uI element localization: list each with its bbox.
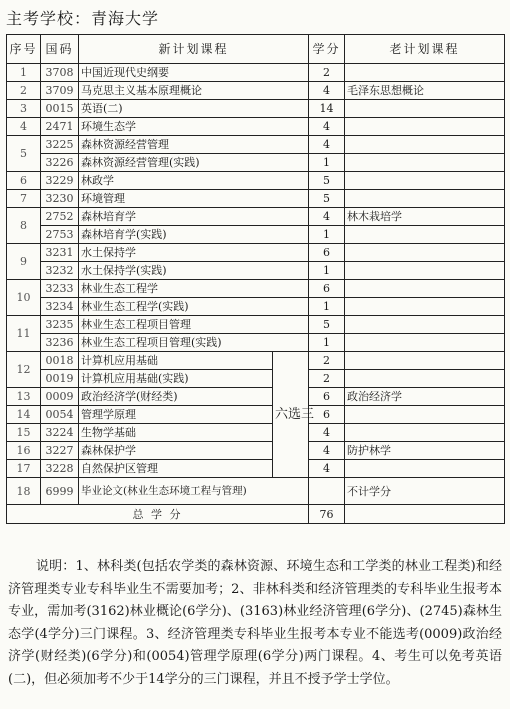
table-row <box>7 190 505 208</box>
school-title: 主考学校：青海大学 <box>6 9 160 28</box>
table-header-row <box>7 35 505 64</box>
row-credit: 6 <box>309 244 345 262</box>
header-credit: 学分 <box>309 35 345 64</box>
row-old-course: 政治经济学 <box>345 388 505 406</box>
total-credit: 76 <box>309 505 345 524</box>
row-course: 林业生态工程项目管理 <box>79 316 309 334</box>
row-old-course <box>345 136 505 154</box>
header-new-course: 新计划课程 <box>79 35 309 64</box>
row-no: 10 <box>7 280 41 316</box>
row-old-course: 毛泽东思想概论 <box>345 82 505 100</box>
row-old-course <box>345 316 505 334</box>
row-no: 6 <box>7 172 41 190</box>
row-course: 政治经济学(财经类) <box>79 388 273 406</box>
row-credit: 6 <box>309 388 345 406</box>
row-credit: 2 <box>309 352 345 370</box>
table-row <box>7 478 505 505</box>
table-row <box>7 118 505 136</box>
row-no: 17 <box>7 460 41 478</box>
header-old-course: 老计划课程 <box>345 35 505 64</box>
row-course: 马克思主义基本原理概论 <box>79 82 309 100</box>
row-old-course: 不计学分 <box>345 478 505 505</box>
row-credit: 1 <box>309 334 345 352</box>
row-code: 3235 <box>41 316 79 334</box>
row-credit: 1 <box>309 154 345 172</box>
row-code: 2753 <box>41 226 79 244</box>
row-course: 中国近现代史纲要 <box>79 64 309 82</box>
row-course: 毕业论文(林业生态环境工程与管理) <box>79 478 309 505</box>
row-credit: 2 <box>309 370 345 388</box>
row-no: 18 <box>7 478 41 505</box>
row-code: 0054 <box>41 406 79 424</box>
row-code: 3233 <box>41 280 79 298</box>
row-no: 13 <box>7 388 41 406</box>
row-old-course <box>345 190 505 208</box>
table-row <box>7 370 505 388</box>
course-plan-table <box>6 34 505 524</box>
row-code: 3228 <box>41 460 79 478</box>
row-no: 15 <box>7 424 41 442</box>
row-code: 3708 <box>41 64 79 82</box>
row-course: 自然保护区管理 <box>79 460 273 478</box>
table-row <box>7 460 505 478</box>
row-old-course: 防护林学 <box>345 442 505 460</box>
row-old-course <box>345 262 505 280</box>
row-code: 3226 <box>41 154 79 172</box>
row-credit: 4 <box>309 82 345 100</box>
row-old-course <box>345 370 505 388</box>
row-credit: 6 <box>309 280 345 298</box>
row-course: 水土保持学 <box>79 244 309 262</box>
row-old-course <box>345 154 505 172</box>
row-old-course <box>345 64 505 82</box>
row-course: 森林资源经营管理(实践) <box>79 154 309 172</box>
row-old-course <box>345 460 505 478</box>
table-row <box>7 316 505 334</box>
row-course: 环境生态学 <box>79 118 309 136</box>
row-course: 环境管理 <box>79 190 309 208</box>
row-no: 11 <box>7 316 41 352</box>
row-code: 0009 <box>41 388 79 406</box>
header-no: 序号 <box>7 35 41 64</box>
row-code: 2752 <box>41 208 79 226</box>
row-credit: 4 <box>309 424 345 442</box>
row-credit: 1 <box>309 262 345 280</box>
row-credit: 6 <box>309 406 345 424</box>
row-code: 3232 <box>41 262 79 280</box>
row-old-course <box>345 406 505 424</box>
row-no: 4 <box>7 118 41 136</box>
row-old-course <box>345 424 505 442</box>
row-course: 管理学原理 <box>79 406 273 424</box>
table-row <box>7 298 505 316</box>
row-credit: 5 <box>309 172 345 190</box>
row-old-course <box>345 334 505 352</box>
row-course: 林业生态工程学 <box>79 280 309 298</box>
row-no: 2 <box>7 82 41 100</box>
row-code: 3230 <box>41 190 79 208</box>
table-row <box>7 172 505 190</box>
row-credit <box>309 478 345 505</box>
row-credit: 4 <box>309 136 345 154</box>
row-credit: 2 <box>309 64 345 82</box>
row-course: 英语(二) <box>79 100 309 118</box>
explanation-note: 说明：1、林科类(包括农学类的森林资源、环境生态和工学类的林业工程类)和经济管理类专业专科毕业生不需要加考；2、非林科类和经济管理类的专科毕业生报考本专业，需加考(3162)林业概论(6学分)、(3163)林业经济管理(6学分)、(2745)森林生态学(4学分)三门课程。3、经济管理类专科毕业生报考本专业不能选考(0009)政治经济学(财经类)(6学分)和(0054)管理学原理(6学分)两门课程。4、考生可以免考英语(二)，但必须加考不少于14学分的三门课程，并且不授予学士学位。 <box>8 559 502 687</box>
row-credit: 1 <box>309 298 345 316</box>
row-code: 0019 <box>41 370 79 388</box>
row-code: 3225 <box>41 136 79 154</box>
row-course: 森林培育学(实践) <box>79 226 309 244</box>
table-row <box>7 442 505 460</box>
row-code: 0015 <box>41 100 79 118</box>
row-course: 林业生态工程项目管理(实践) <box>79 334 309 352</box>
table-row <box>7 100 505 118</box>
table-row <box>7 154 505 172</box>
row-credit: 4 <box>309 442 345 460</box>
row-course: 计算机应用基础 <box>79 352 273 370</box>
row-old-course <box>345 226 505 244</box>
row-no: 3 <box>7 100 41 118</box>
row-course: 水土保持学(实践) <box>79 262 309 280</box>
row-old-course: 林木栽培学 <box>345 208 505 226</box>
row-old-course <box>345 352 505 370</box>
total-row <box>7 505 505 524</box>
row-code: 6999 <box>41 478 79 505</box>
row-no: 5 <box>7 136 41 172</box>
row-course: 森林资源经营管理 <box>79 136 309 154</box>
row-old-course <box>345 280 505 298</box>
table-row <box>7 262 505 280</box>
row-credit: 5 <box>309 190 345 208</box>
row-credit: 4 <box>309 460 345 478</box>
row-no: 12 <box>7 352 41 388</box>
row-no: 9 <box>7 244 41 280</box>
elective-group-label: 六选三 <box>273 352 309 478</box>
row-code: 3234 <box>41 298 79 316</box>
total-empty <box>345 505 505 524</box>
table-row <box>7 280 505 298</box>
row-course: 生物学基础 <box>79 424 273 442</box>
row-credit: 5 <box>309 316 345 334</box>
header-code: 国码 <box>41 35 79 64</box>
table-row <box>7 208 505 226</box>
row-course: 林业生态工程学(实践) <box>79 298 309 316</box>
row-old-course <box>345 118 505 136</box>
table-row <box>7 64 505 82</box>
row-code: 3709 <box>41 82 79 100</box>
row-old-course <box>345 100 505 118</box>
row-course: 计算机应用基础(实践) <box>79 370 273 388</box>
table-row <box>7 388 505 406</box>
row-code: 3236 <box>41 334 79 352</box>
row-credit: 1 <box>309 226 345 244</box>
row-course: 林政学 <box>79 172 309 190</box>
table-row <box>7 244 505 262</box>
table-row <box>7 406 505 424</box>
row-code: 3231 <box>41 244 79 262</box>
row-old-course <box>345 244 505 262</box>
row-no: 7 <box>7 190 41 208</box>
row-credit: 4 <box>309 118 345 136</box>
row-no: 14 <box>7 406 41 424</box>
row-old-course <box>345 172 505 190</box>
table-row <box>7 136 505 154</box>
row-course: 森林保护学 <box>79 442 273 460</box>
table-row <box>7 82 505 100</box>
row-code: 2471 <box>41 118 79 136</box>
row-course: 森林培育学 <box>79 208 309 226</box>
table-row <box>7 424 505 442</box>
row-no: 8 <box>7 208 41 244</box>
table-row <box>7 334 505 352</box>
row-code: 0018 <box>41 352 79 370</box>
row-code: 3224 <box>41 424 79 442</box>
row-old-course <box>345 298 505 316</box>
row-code: 3227 <box>41 442 79 460</box>
row-code: 3229 <box>41 172 79 190</box>
row-no: 1 <box>7 64 41 82</box>
row-credit: 14 <box>309 100 345 118</box>
row-credit: 4 <box>309 208 345 226</box>
total-label: 总 学 分 <box>7 505 309 524</box>
row-no: 16 <box>7 442 41 460</box>
table-row <box>7 352 505 370</box>
table-row <box>7 226 505 244</box>
